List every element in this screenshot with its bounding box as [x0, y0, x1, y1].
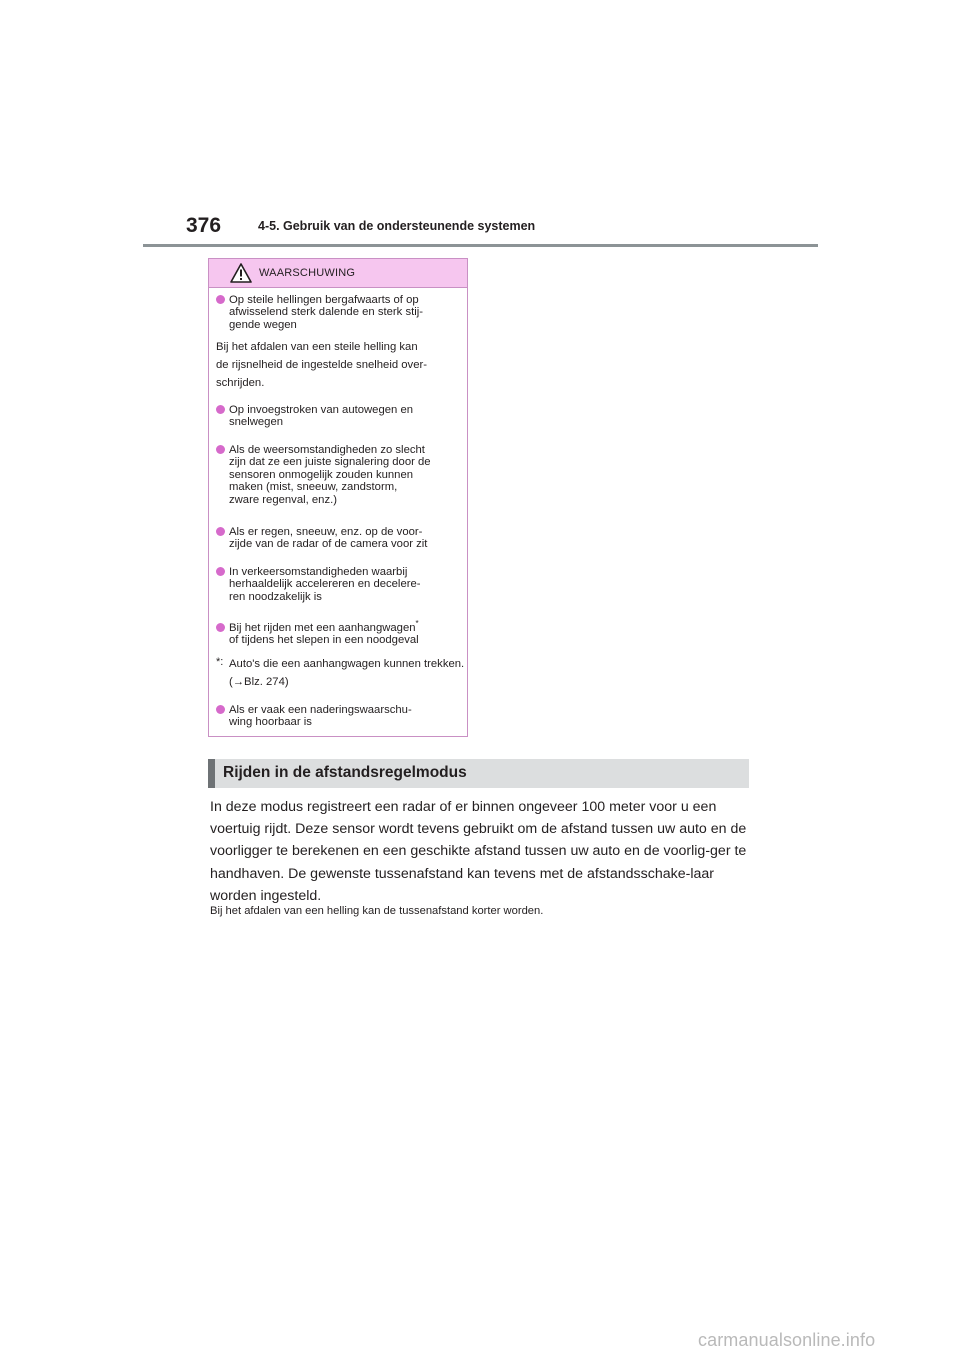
list-item-text: [229, 619, 467, 647]
bullet-icon: [216, 705, 225, 714]
list-item-text: Als er regen, sneeuw, enz. op de voor- zijde van de radar of de camera voor zit: [229, 526, 428, 551]
bullet-icon: [216, 623, 225, 632]
bullet-icon: [216, 527, 225, 536]
warning-header: [209, 259, 467, 288]
header-divider: [143, 244, 818, 247]
warning-triangle-icon: [230, 263, 252, 283]
list-item-text: Als de weersomstandigheden zo slecht zijn dat ze een juiste signalering door de sensoren onmogelijk zouden kunnen maken (mist, sneeuw, zandstorm, zware regenval, enz.): [229, 444, 431, 506]
warning-plain-text: Bij het afdalen van een steile helling kan de rijsnelheid de ingestelde snelheid over- schrijden.: [216, 341, 428, 389]
bullet-icon: [216, 445, 225, 454]
warning-title: WAARSCHUWING: [259, 267, 356, 279]
list-item-text: In verkeersomstandigheden waarbij herhaaldelijk accelereren en decelere- ren noodzakelijk is: [229, 566, 421, 603]
section-heading-bar: [208, 759, 749, 788]
list-item-text: Op invoegstroken van autowegen en snelwegen: [229, 404, 414, 429]
note-mark: *:: [216, 656, 224, 668]
running-header: 4-5. Gebruik van de ondersteunende systemen: [258, 219, 536, 233]
watermark-logo: carmanualsonline.info: [698, 1330, 876, 1350]
list-item-text: Op steile hellingen bergafwaarts of op afwisselend sterk dalende en sterk stij- gende wegen: [229, 294, 424, 331]
section-accent: [208, 759, 215, 788]
trailer-item-text: Bij het rijden met een aanhangwagen: [229, 622, 416, 634]
body-footnote: Bij het afdalen van een helling kan de tussenafstand korter worden.: [210, 905, 544, 917]
trailer-item-line2: of tijdens het slepen in een noodgeval: [229, 634, 419, 647]
section-title: Rijden in de afstandsregelmodus: [223, 764, 467, 781]
list-item-text: Als er vaak een naderingswaarschu- wing hoorbaar is: [229, 704, 412, 729]
warning-box: [208, 258, 468, 737]
bullet-icon: [216, 295, 225, 304]
page-number: 376: [186, 214, 222, 237]
bullet-icon: [216, 405, 225, 414]
asterisk-mark: *: [415, 619, 419, 629]
note-text: Auto's die een aanhangwagen kunnen trekken. (→Blz. 274): [229, 658, 465, 688]
body-paragraph: In deze modus registreert een radar of er binnen ongeveer 100 meter voor u een voertuig rijdt. Deze sensor wordt tevens gebruikt om de afstand tussen uw auto en de voorligger te berekenen en een geschikte afstand tussen uw auto en de voorlig-ger te handhaven. De gewenste tussenafstand kan tevens met de afstandsschake-laar worden ingesteld.: [210, 799, 747, 904]
bullet-icon: [216, 567, 225, 576]
